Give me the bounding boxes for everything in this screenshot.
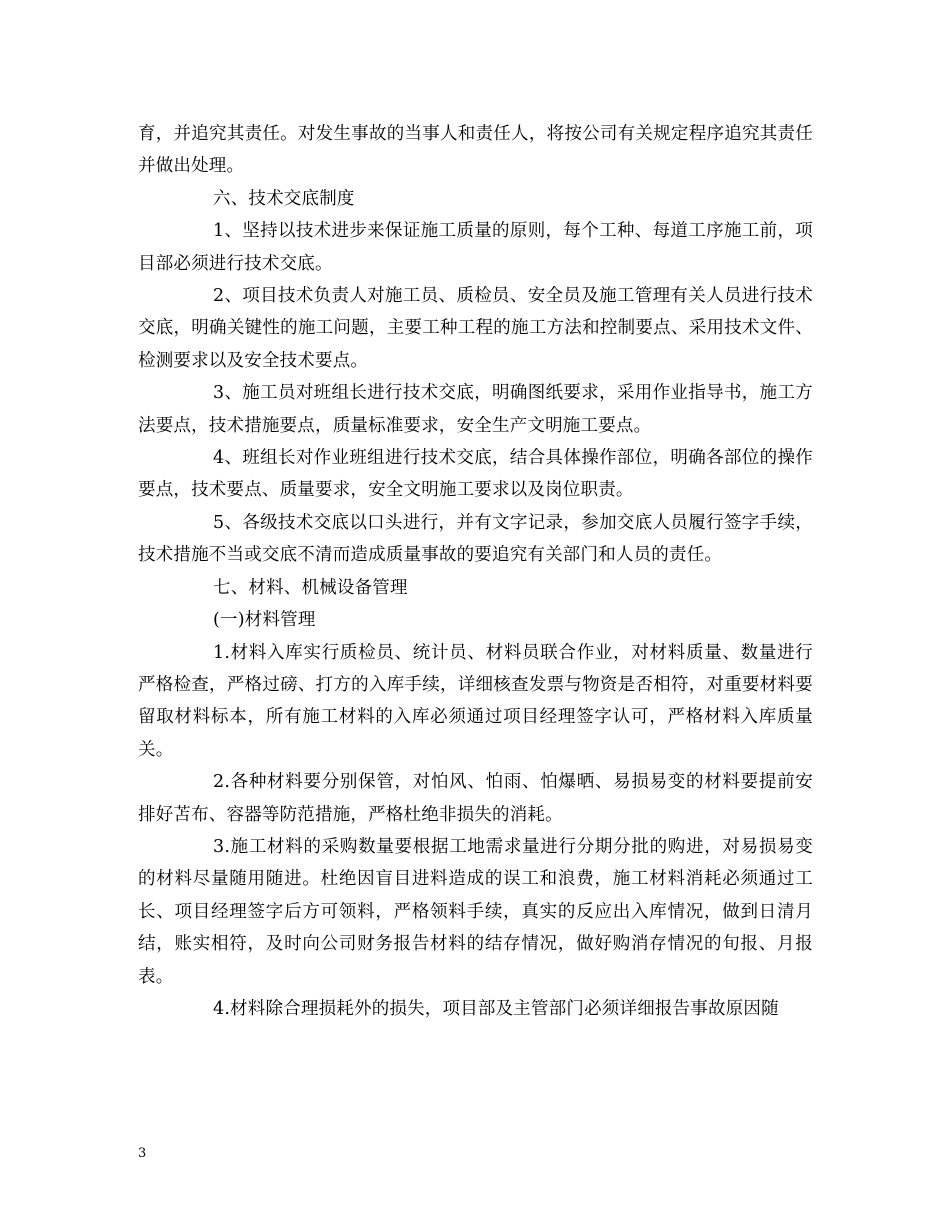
section-heading-materials-equipment: 七、材料、机械设备管理 xyxy=(213,577,408,598)
paragraph-item-4: 4、班组长对作业班组进行技术交底，结合具体操作部位，明确各部位的操作要点，技术要点、质量要求，安全文明施工要求以及岗位职责。 xyxy=(138,448,813,501)
paragraph-materials-2: 2.各种材料要分别保管，对怕风、怕雨、怕爆晒、易损易变的材料要提前安排好苫布、容器等防范措施，严格杜绝非损失的消耗。 xyxy=(138,772,813,825)
paragraph-materials-1: 1.材料入库实行质检员、统计员、材料员联合作业，对材料质量、数量进行严格检查，严格过磅、打方的入库手续，详细核查发票与物资是否相符，对重要材料要留取材料标本，所有施工材料的入库必须通过项目经理签字认可，严格材料入库质量关。 xyxy=(138,642,813,760)
paragraph-item-5: 5、各级技术交底以口头进行，并有文字记录，参加交底人员履行签字手续，技术措施不当或交底不清而造成质量事故的要追究有关部门和人员的责任。 xyxy=(138,512,813,566)
paragraph-materials-3: 3.施工材料的采购数量要根据工地需求量进行分期分批的购进，对易损易变的材料尽量随用随进。杜绝因盲目进料造成的误工和浪费，施工材料消耗必须通过工长、项目经理签字后方可领料，严格领料手续，真实的反应出入库情况，做到日清月结，账实相符，及时向公司财务报告材料的结存情况，做好购消存情况的旬报、月报表。 xyxy=(138,836,813,987)
section-heading-technical-briefing: 六、技术交底制度 xyxy=(213,188,355,209)
paragraph-item-1: 1、坚持以技术进步来保证施工质量的原则，每个工种、每道工序施工前，项目部必须进行技术交底。 xyxy=(138,221,813,274)
subsection-heading-materials: (一)材料管理 xyxy=(213,610,316,631)
paragraph-continuation: 育，并追究其责任。对发生事故的当事人和责任人，将按公司有关规定程序追究其责任并做出处理。 xyxy=(138,124,813,177)
paragraph-item-2: 2、项目技术负责人对施工员、质检员、安全员及施工管理有关人员进行技术交底，明确关键性的施工问题，主要工种工程的施工方法和控制要点、采用技术文件、检测要求以及安全技术要点。 xyxy=(138,286,813,371)
paragraph-materials-4: 4.材料除合理损耗外的损失，项目部及主管部门必须详细报告事故原因随 xyxy=(213,998,779,1019)
page-number: 3 xyxy=(138,1146,147,1161)
paragraph-item-3: 3、施工员对班组长进行技术交底，明确图纸要求，采用作业指导书，施工方法要点，技术措施要点，质量标准要求，安全生产文明施工要点。 xyxy=(138,383,813,436)
document-body xyxy=(138,118,813,1025)
